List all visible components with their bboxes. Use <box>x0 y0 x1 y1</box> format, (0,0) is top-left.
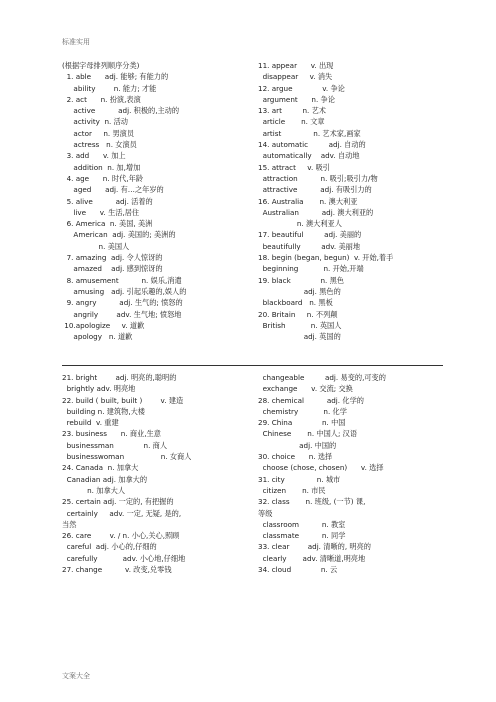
vocab-line: citizen n. 市民 <box>258 485 326 495</box>
vocab-line: adj. 中国的 <box>258 440 337 450</box>
vocab-line: amazed adj. 感到惊讶的 <box>62 264 163 274</box>
vocab-line: 5. alive adj. 活着的 <box>62 196 153 206</box>
vocab-line: adj. 黑色的 <box>258 286 341 296</box>
vocab-line: artist n. 艺术家,画家 <box>258 128 361 138</box>
vocab-line: live v. 生活,居住 <box>62 207 140 217</box>
vocab-line: carefully adv. 小心地,仔细地 <box>62 553 186 563</box>
section-divider <box>62 365 443 366</box>
vocab-line: attractive adj. 有吸引力的 <box>258 185 372 195</box>
page-header: 标准实用 <box>62 38 90 46</box>
vocab-line: 7. amazing adj. 令人惊讶的 <box>62 253 163 263</box>
vocab-line: 当然 <box>62 519 77 529</box>
vocab-line: 10.apologize v. 道歉 <box>62 320 145 330</box>
vocab-line: apology n. 道歉 <box>62 332 133 342</box>
vocab-line: building n. 建筑物,大楼 <box>62 406 145 416</box>
vocab-column-bottom-right <box>258 372 386 575</box>
vocab-line: Canadian adj. 加拿大的 <box>62 474 148 484</box>
vocab-line: chemistry n. 化学 <box>258 406 347 416</box>
vocab-line: 24. Canada n. 加拿大 <box>62 463 139 473</box>
vocab-line: classmate n. 同学 <box>258 531 346 541</box>
vocab-line: 4. age n. 时代,年龄 <box>62 173 143 183</box>
vocab-line: n. 美国人 <box>62 241 130 251</box>
vocab-line: 30. choice n. 选择 <box>258 452 333 462</box>
vocab-line: American adj. 美国的; 美洲的 <box>62 230 176 240</box>
vocab-line: 27. change v. 改变,兑零钱 <box>62 565 172 575</box>
vocab-column-top-left <box>62 60 186 342</box>
page-footer: 文案大全 <box>62 672 90 680</box>
vocab-line: amusing adj. 引起乐趣的,娱人的 <box>62 286 187 296</box>
vocab-line: 14. automatic adj. 自动的 <box>258 140 366 150</box>
vocab-line: 11. appear v. 出现 <box>258 61 334 70</box>
vocab-line: adj. 英国的 <box>258 332 341 342</box>
vocab-line: 18. begin (began, begun) v. 开始,着手 <box>258 253 394 263</box>
vocab-line: clearly adv. 清晰道,明亮地 <box>258 553 366 563</box>
vocab-line: certainly adv. 一定, 无疑, 是的, <box>62 508 182 518</box>
vocab-line: classroom n. 教室 <box>258 519 346 529</box>
vocab-line: 13. art n. 艺术 <box>258 106 326 116</box>
vocab-line: careful adj. 小心的,仔细的 <box>62 542 157 552</box>
vocab-line: Chinese n. 中国人; 汉语 <box>258 429 358 439</box>
vocab-line: (根据字母排列顺序分类) <box>62 61 140 70</box>
vocab-line: ability n. 能力; 才能 <box>62 83 157 93</box>
vocab-line: 26. care v. / n. 小心,关心,照顾 <box>62 531 180 541</box>
vocab-line: 等级 <box>258 508 273 518</box>
vocab-line: actress n. 女演员 <box>62 140 137 150</box>
vocab-line: active adj. 积极的,主动的 <box>62 106 180 116</box>
vocab-line: 28. chemical adj. 化学的 <box>258 395 364 405</box>
vocab-line: article n. 文章 <box>258 117 325 127</box>
vocab-line: 23. business n. 商业,生意 <box>62 429 161 439</box>
vocab-line: disappear v. 消失 <box>258 72 333 82</box>
vocab-line: 16. Australia n. 澳大利亚 <box>258 196 358 206</box>
vocab-line: changeable adj. 易变的,可变的 <box>258 373 386 382</box>
vocab-column-top-right <box>258 60 393 342</box>
vocab-line: 15. attract v. 吸引 <box>258 162 330 172</box>
vocab-line: actor n. 男演员 <box>62 128 135 138</box>
vocab-line: 3. add v. 加上 <box>62 151 126 161</box>
vocab-line: rebuild v. 重建 <box>62 418 119 428</box>
vocab-line: 33. clear adj. 清晰的, 明亮的 <box>258 542 371 552</box>
vocab-line: aged adj. 有…之年岁的 <box>62 185 164 195</box>
vocab-line: n. 澳大利亚人 <box>258 219 342 229</box>
vocab-line: 9. angry adj. 生气的; 愤怒的 <box>62 298 183 308</box>
vocab-line: brightly adv. 明亮地 <box>62 384 136 394</box>
vocab-line: choose (chose, chosen) v. 选择 <box>258 463 384 473</box>
vocab-line: 29. China n. 中国 <box>258 418 346 428</box>
vocab-line: 34. cloud n. 云 <box>258 565 338 575</box>
vocab-line: 22. build ( built, built ) v. 建造 <box>62 395 184 405</box>
vocab-line: 21. bright adj. 明亮的,聪明的 <box>62 373 177 382</box>
vocab-line: 31. city n. 城市 <box>258 474 341 484</box>
vocab-line: Australian adj. 澳大利亚的 <box>258 207 374 217</box>
vocab-line: n. 加拿大人 <box>62 485 126 495</box>
vocab-line: businesswoman n. 女商人 <box>62 452 192 462</box>
vocab-line: 19. black n. 黑色 <box>258 275 344 285</box>
vocab-line: 1. able adj. 能够; 有能力的 <box>62 72 169 82</box>
vocab-line: automatically adv. 自动地 <box>258 151 360 161</box>
vocab-line: 6. America n. 美国, 美洲 <box>62 219 153 229</box>
vocab-line: 2. act n. 扮演,表演 <box>62 94 141 104</box>
vocab-line: 20. Britain n. 不列颠 <box>258 309 338 319</box>
vocab-line: argument n. 争论 <box>258 94 335 104</box>
vocab-line: 32. class n. 班级, (一节) 课, <box>258 497 366 507</box>
vocab-line: attraction n. 吸引;吸引力/物 <box>258 173 378 183</box>
vocab-line: beautifully adv. 美丽地 <box>258 241 361 251</box>
vocab-column-bottom-left <box>62 372 191 575</box>
vocab-line: British n. 英国人 <box>258 320 342 330</box>
vocab-line: 25. certain adj. 一定的, 有把握的 <box>62 497 174 507</box>
vocab-line: activity n. 活动 <box>62 117 128 127</box>
vocab-line: 17. beautiful adj. 美丽的 <box>258 230 362 240</box>
vocab-line: beginning n. 开始,开端 <box>258 264 364 274</box>
vocab-line: blackboard n. 黑板 <box>258 298 333 308</box>
vocab-line: addition n. 加,增加 <box>62 162 141 172</box>
vocab-line: 12. argue v. 争论 <box>258 83 345 93</box>
vocab-line: businessman n. 商人 <box>62 440 168 450</box>
vocab-line: exchange v. 交流; 交换 <box>258 384 353 394</box>
vocab-line: 8. amusement n. 娱乐,消遣 <box>62 275 182 285</box>
vocab-line: angrily adv. 生气地; 愤怒地 <box>62 309 182 319</box>
